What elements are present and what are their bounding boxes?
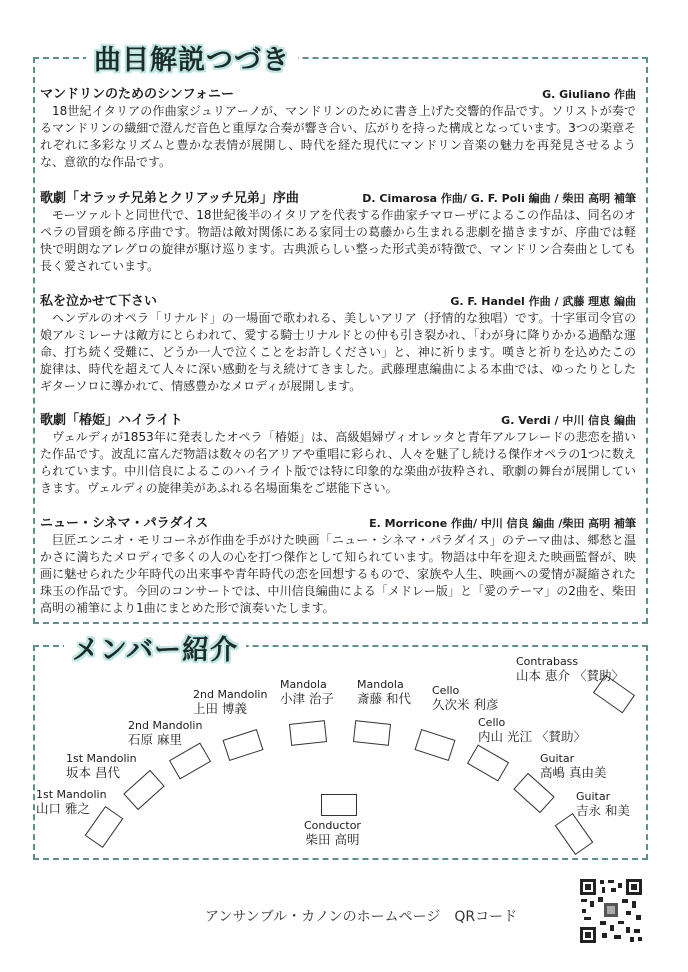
member-cello-1 [432, 684, 498, 712]
member-part: Guitar [576, 790, 611, 803]
program-note-3 [40, 290, 636, 395]
piece-description: ヘンデルのオペラ「リナルド」の一場面で歌われる、美しいアリア（抒情的な独唱）です。十字軍司令官の娘アルミレーナは敵方にとらわれて、愛する騎士リナルドとの仲も引き裂かれ、「わが身に降りかかる過酷な運命、打ち続く受難に、どうか一人で泣くことをお許しください」と、神に祈ります。嘆きと祈りを込めたこの旋律は、時代を超えて人々に深い感動を与え続けてきました。武藤理恵編曲による本曲では、ゆったりとしたギターソロに導かれて、情感豊かなメロディが展開します。 [40, 311, 636, 393]
piece-credit: E. Morricone 作曲/ 中川 信良 編曲 /柴田 高明 補筆 [369, 517, 636, 530]
piece-title: 歌劇「オラッチ兄弟とクリアッチ兄弟」序曲 [40, 191, 299, 206]
member-part: Mandola [280, 678, 327, 691]
piece-title: 歌劇「椿姫」ハイライト [40, 413, 183, 428]
piece-credit: G. Giuliano 作曲 [542, 88, 636, 101]
piece-credit: G. F. Handel 作曲 / 武藤 理恵 編曲 [450, 295, 636, 308]
member-part: 2nd Mandolin [128, 719, 203, 732]
member-guitar-2 [576, 790, 630, 818]
member-name: 久次米 利彦 [432, 697, 499, 712]
member-part: Mandola [357, 678, 404, 691]
program-notes-heading: 曲目解説つづき [86, 38, 298, 77]
member-mandola-2 [357, 678, 411, 706]
member-contrabass [516, 655, 624, 683]
homepage-qr-caption: アンサンブル・カノンのホームページ QRコード [205, 909, 518, 925]
piece-title: マンドリンのためのシンフォニー [40, 87, 235, 102]
member-part: Conductor [304, 819, 361, 832]
piece-description: ヴェルディが1853年に発表したオペラ「椿姫」は、高級娼婦ヴィオレッタと青年アルフレードの悲恋を描いた作品です。波乱に富んだ物語は数々の名アリアや重唱に彩られ、人々を魅了し続ける傑作オペラの1つに数えられています。中川信良によるこのハイライト版では特に印象的な楽曲が抜粋され、歌劇の舞台が展開していきます。ヴェルディの旋律美があふれる名場面集をご堪能下さい。 [40, 430, 636, 495]
seat-mandola-1 [289, 720, 327, 746]
piece-title: ニュー・シネマ・パラダイス [40, 516, 209, 531]
member-name: 斎藤 和代 [357, 691, 411, 706]
piece-description: 18世紀イタリアの作曲家ジュリアーノが、マンドリンのために書き上げた交響的作品です。ソリストが奏でるマンドリンの繊細で澄んだ音色と重厚な合奏が響き合い、広がりを持った構成となっています。3つの楽章それぞれに多彩なリズムと豊かな表情が展開し、時代を経た現代にマンドリン音楽の魅力を再発見させるような、意欲的な作品です。 [40, 104, 636, 169]
program-note-1 [40, 83, 636, 171]
member-name: 高嶋 真由美 [540, 765, 607, 780]
member-part: Contrabass [516, 655, 579, 668]
member-part: 1st Mandolin [66, 752, 137, 765]
member-name: 山口 雅之 [36, 801, 90, 816]
member-name: 柴田 高明 [305, 832, 360, 847]
piece-description: モーツァルトと同世代で、18世紀後半のイタリアを代表する作曲家チマローザによるこの作品は、同名のオペラの冒頭を飾る序曲です。物語は敵対関係にある家同士の葛藤から生まれる悲劇を描きますが、序曲では軽快で明朗なアレグロの旋律が駆け巡ります。古典派らしい整った形式美が特徴で、マンドリン合奏曲としても長く愛されています。 [40, 208, 636, 273]
qr-code-icon[interactable] [578, 877, 644, 945]
member-guitar-1 [540, 752, 606, 780]
piece-credit: D. Cimarosa 作曲/ G. F. Poli 編曲 / 柴田 高明 補筆 [362, 192, 636, 205]
member-2nd-mandolin-1 [128, 719, 202, 747]
member-mandola-1 [280, 678, 334, 706]
member-cello-2 [478, 716, 586, 744]
program-note-5 [40, 512, 636, 617]
member-name: 吉永 和美 [576, 803, 630, 818]
piece-description: 巨匠エンニオ・モリコーネが作曲を手がけた映画「ニュー・シネマ・パラダイス」のテーマ曲は、郷愁と温かさに満ちたメロディで多くの人の心を打つ傑作として知られています。物語は中年を迎えた映画監督が、映画に魅せられた少年時代の出来事や青年時代の恋を回想するもので、家族や人生、映画への愛情が凝縮された珠玉の作品です。今回のコンサートでは、中川信良編曲による「メドレー版」と「愛のテーマ」の2曲を、柴田高明の補筆により1曲にまとめた形で演奏いたします。 [40, 533, 636, 615]
member-name: 石原 麻里 [128, 732, 182, 747]
member-part: Cello [478, 716, 506, 729]
member-1st-mandolin-2 [66, 752, 137, 780]
member-name: 坂本 昌代 [66, 765, 120, 780]
program-note-2 [40, 187, 636, 275]
member-1st-mandolin-1 [36, 788, 107, 816]
member-conductor [304, 819, 361, 847]
piece-credit: G. Verdi / 中川 信良 編曲 [501, 414, 636, 427]
seat-mandola-2 [353, 720, 391, 746]
member-name: 上田 博義 [193, 701, 247, 716]
member-part: Cello [432, 684, 460, 697]
member-name: 内山 光江 〈賛助〉 [478, 729, 586, 744]
member-2nd-mandolin-2 [193, 688, 267, 716]
member-part: 2nd Mandolin [193, 688, 268, 701]
member-part: Guitar [540, 752, 575, 765]
piece-title: 私を泣かせて下さい [40, 294, 158, 309]
program-note-4 [40, 409, 636, 497]
members-heading: メンバー紹介 [64, 628, 246, 667]
seat-conductor [321, 794, 357, 816]
member-name: 山本 恵介 〈賛助〉 [516, 668, 624, 683]
member-name: 小津 治子 [280, 691, 334, 706]
member-part: 1st Mandolin [36, 788, 107, 801]
